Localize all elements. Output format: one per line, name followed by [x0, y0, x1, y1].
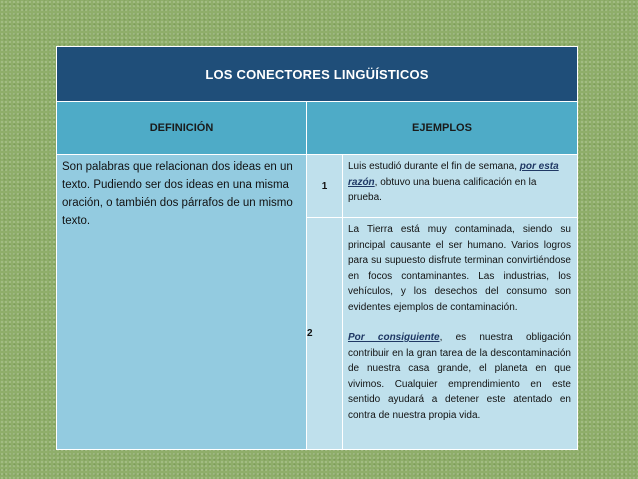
example-number-1: 1 — [307, 155, 343, 218]
header-definition: DEFINICIÓN — [57, 102, 307, 155]
example-1-text-before: Luis estudió durante el fin de semana, — [348, 161, 520, 172]
example-2-text-after: , es nuestra obligación contribuir en la gran tarea de la descontaminación de nuestra casa grande, el planeta en que vivimos. Cualquier emprendimiento en este sentido ayudará a detener este atentado en contra de nuestra propia vida. — [348, 332, 571, 421]
example-2-connector: Por consiguiente — [348, 332, 440, 343]
definition-text: Son palabras que relacionan dos ideas en un texto. Pudiendo ser dos ideas en una misma oración, o también dos párrafos de un mismo texto. — [57, 155, 307, 450]
example-number-2: 2 — [307, 218, 343, 450]
header-examples: EJEMPLOS — [307, 102, 578, 155]
example-2-paragraph-2 — [348, 330, 571, 423]
example-2 — [343, 218, 578, 450]
table-title: LOS CONECTORES LINGÜÍSTICOS — [57, 47, 578, 102]
example-1-connector: por esta razón — [348, 161, 559, 188]
example-2-paragraph-1: La Tierra está muy contaminada, siendo su principal causante el ser humano. Varios logros para su supuesto disfrute terminan convirtiéndose en focos contaminantes. Las industrias, los vehículos, y los desechos del consumo son evidentes ejemplos de contaminación. — [348, 224, 571, 313]
example-1 — [343, 155, 578, 218]
connectors-table — [56, 46, 578, 450]
example-1-text-after: , obtuvo una buena calificación en la prueba. — [348, 176, 537, 203]
